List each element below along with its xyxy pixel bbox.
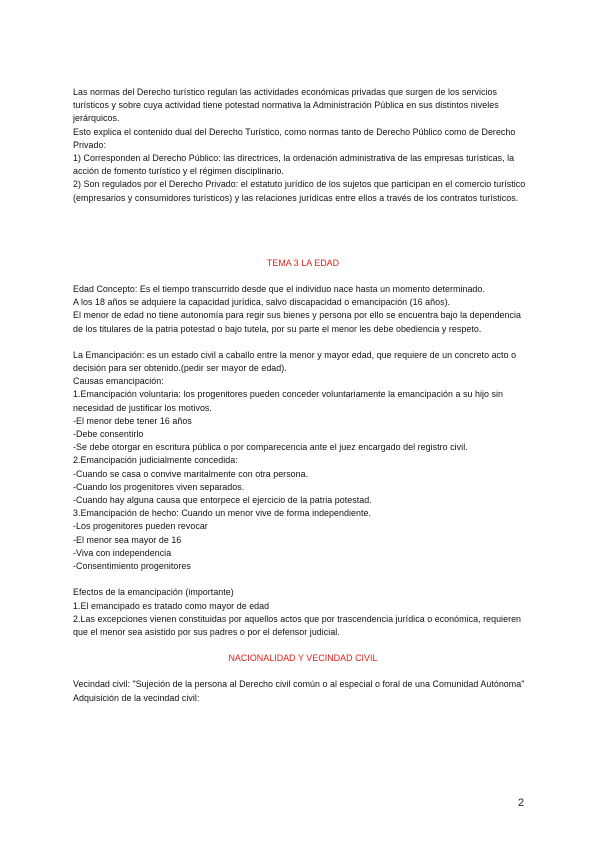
section-heading-nacionalidad: NACIONALIDAD Y VECINDAD CIVIL <box>228 653 378 664</box>
paragraph: Adquisición de la vecindad civil: <box>73 692 200 703</box>
emancipacion-section <box>73 349 533 573</box>
list-item: -Consentimiento progenitores <box>73 561 191 572</box>
spacer <box>73 336 533 349</box>
paragraph: 2.Emancipación judicialmente concedida: <box>73 455 238 466</box>
spacer <box>73 205 533 257</box>
intro-paragraph: 2) Son regulados por el Derecho Privado: el estatuto jurídico de los sujetos que participan en el comercio turístico (empresarios y consumidores turísticos) y las relaciones jurídicas entre ellos a través de los contratos turísticos. <box>73 179 526 203</box>
paragraph: Edad Concepto: Es el tiempo transcurrido desde que el individuo nace hasta un momento determinado. <box>73 284 485 295</box>
concepto-section <box>73 283 533 336</box>
page-number: 2 <box>518 797 525 809</box>
section-heading-tema3: TEMA 3 LA EDAD <box>266 257 340 268</box>
list-item: -Cuando los progenitores viven separados. <box>73 481 245 492</box>
paragraph: El menor de edad no tiene autonomía para regir sus bienes y persona por ello se encuentra bajo la dependencia de los titulares de la patria potestad o bajo tutela, por su parte el menor les debe obediencia y respeto. <box>73 310 522 334</box>
list-item: 1.El emancipado es tratado como mayor de edad <box>73 600 270 611</box>
paragraph: 1.Emancipación voluntaria: los progenitores pueden conceder voluntariamente la emancipación a su hijo sin necesidad de justificar los motivos. <box>73 389 504 413</box>
list-item: -Los progenitores pueden revocar <box>73 521 208 532</box>
spacer <box>73 573 533 586</box>
paragraph: Vecindad civil: "Sujeción de la persona al Derecho civil común o al especial o foral de una Comunidad Autónoma" <box>73 679 525 690</box>
list-item: -El menor sea mayor de 16 <box>73 534 182 545</box>
efectos-section <box>73 586 533 639</box>
paragraph: Causas emancipación: <box>73 376 164 387</box>
intro-paragraph: Esto explica el contenido dual del Derecho Turístico, como normas tanto de Derecho Público como de Derecho Privado: <box>73 126 516 150</box>
paragraph: A los 18 años se adquiere la capacidad jurídica, salvo discapacidad o emancipación (16 años). <box>73 297 451 308</box>
list-item: -Cuando se casa o convive maritalmente con otra persona. <box>73 468 309 479</box>
paragraph: La Emancipación: es un estado civil a caballo entre la menor y mayor edad, que requiere de un concreto acto o decisión para ser obtenido.(pedir ser mayor de edad). <box>73 349 517 374</box>
spacer <box>73 639 533 652</box>
spacer <box>73 270 533 283</box>
spacer <box>73 665 533 678</box>
page-content <box>73 86 533 705</box>
list-item: -Debe consentirlo <box>73 429 144 440</box>
intro-section <box>73 86 533 205</box>
intro-paragraph: 1) Corresponden al Derecho Público: las directrices, la ordenación administrativa de las empresas turísticas, la acción de fomento turístico y el régimen disciplinario. <box>73 153 515 177</box>
list-item: -Cuando hay alguna causa que entorpece el ejercicio de la patria potestad. <box>73 495 372 506</box>
nacionalidad-section <box>73 678 533 704</box>
list-item: -Viva con independencia <box>73 547 172 558</box>
list-item: -Se debe otorgar en escritura pública o por comparecencia ante el juez encargado del registro civil. <box>73 442 468 453</box>
list-item: -El menor debe tener 16 años <box>73 415 192 426</box>
intro-paragraph: Las normas del Derecho turístico regulan las actividades económicas privadas que surgen de los servicios turísticos y sobre cuya actividad tiene potestad normativa la Administración Pública en sus distintos niveles jerárquicos. <box>73 87 499 124</box>
paragraph: Efectos de la emancipación (importante) <box>73 587 234 598</box>
paragraph: 3.Emancipación de hecho: Cuando un menor vive de forma independiente. <box>73 508 371 519</box>
list-item: 2.Las excepciones vienen constituidas por aquellos actos que por trascendencia jurídica o económica, requieren que el menor sea asistido por sus padres o por el defensor judicial. <box>73 613 522 637</box>
